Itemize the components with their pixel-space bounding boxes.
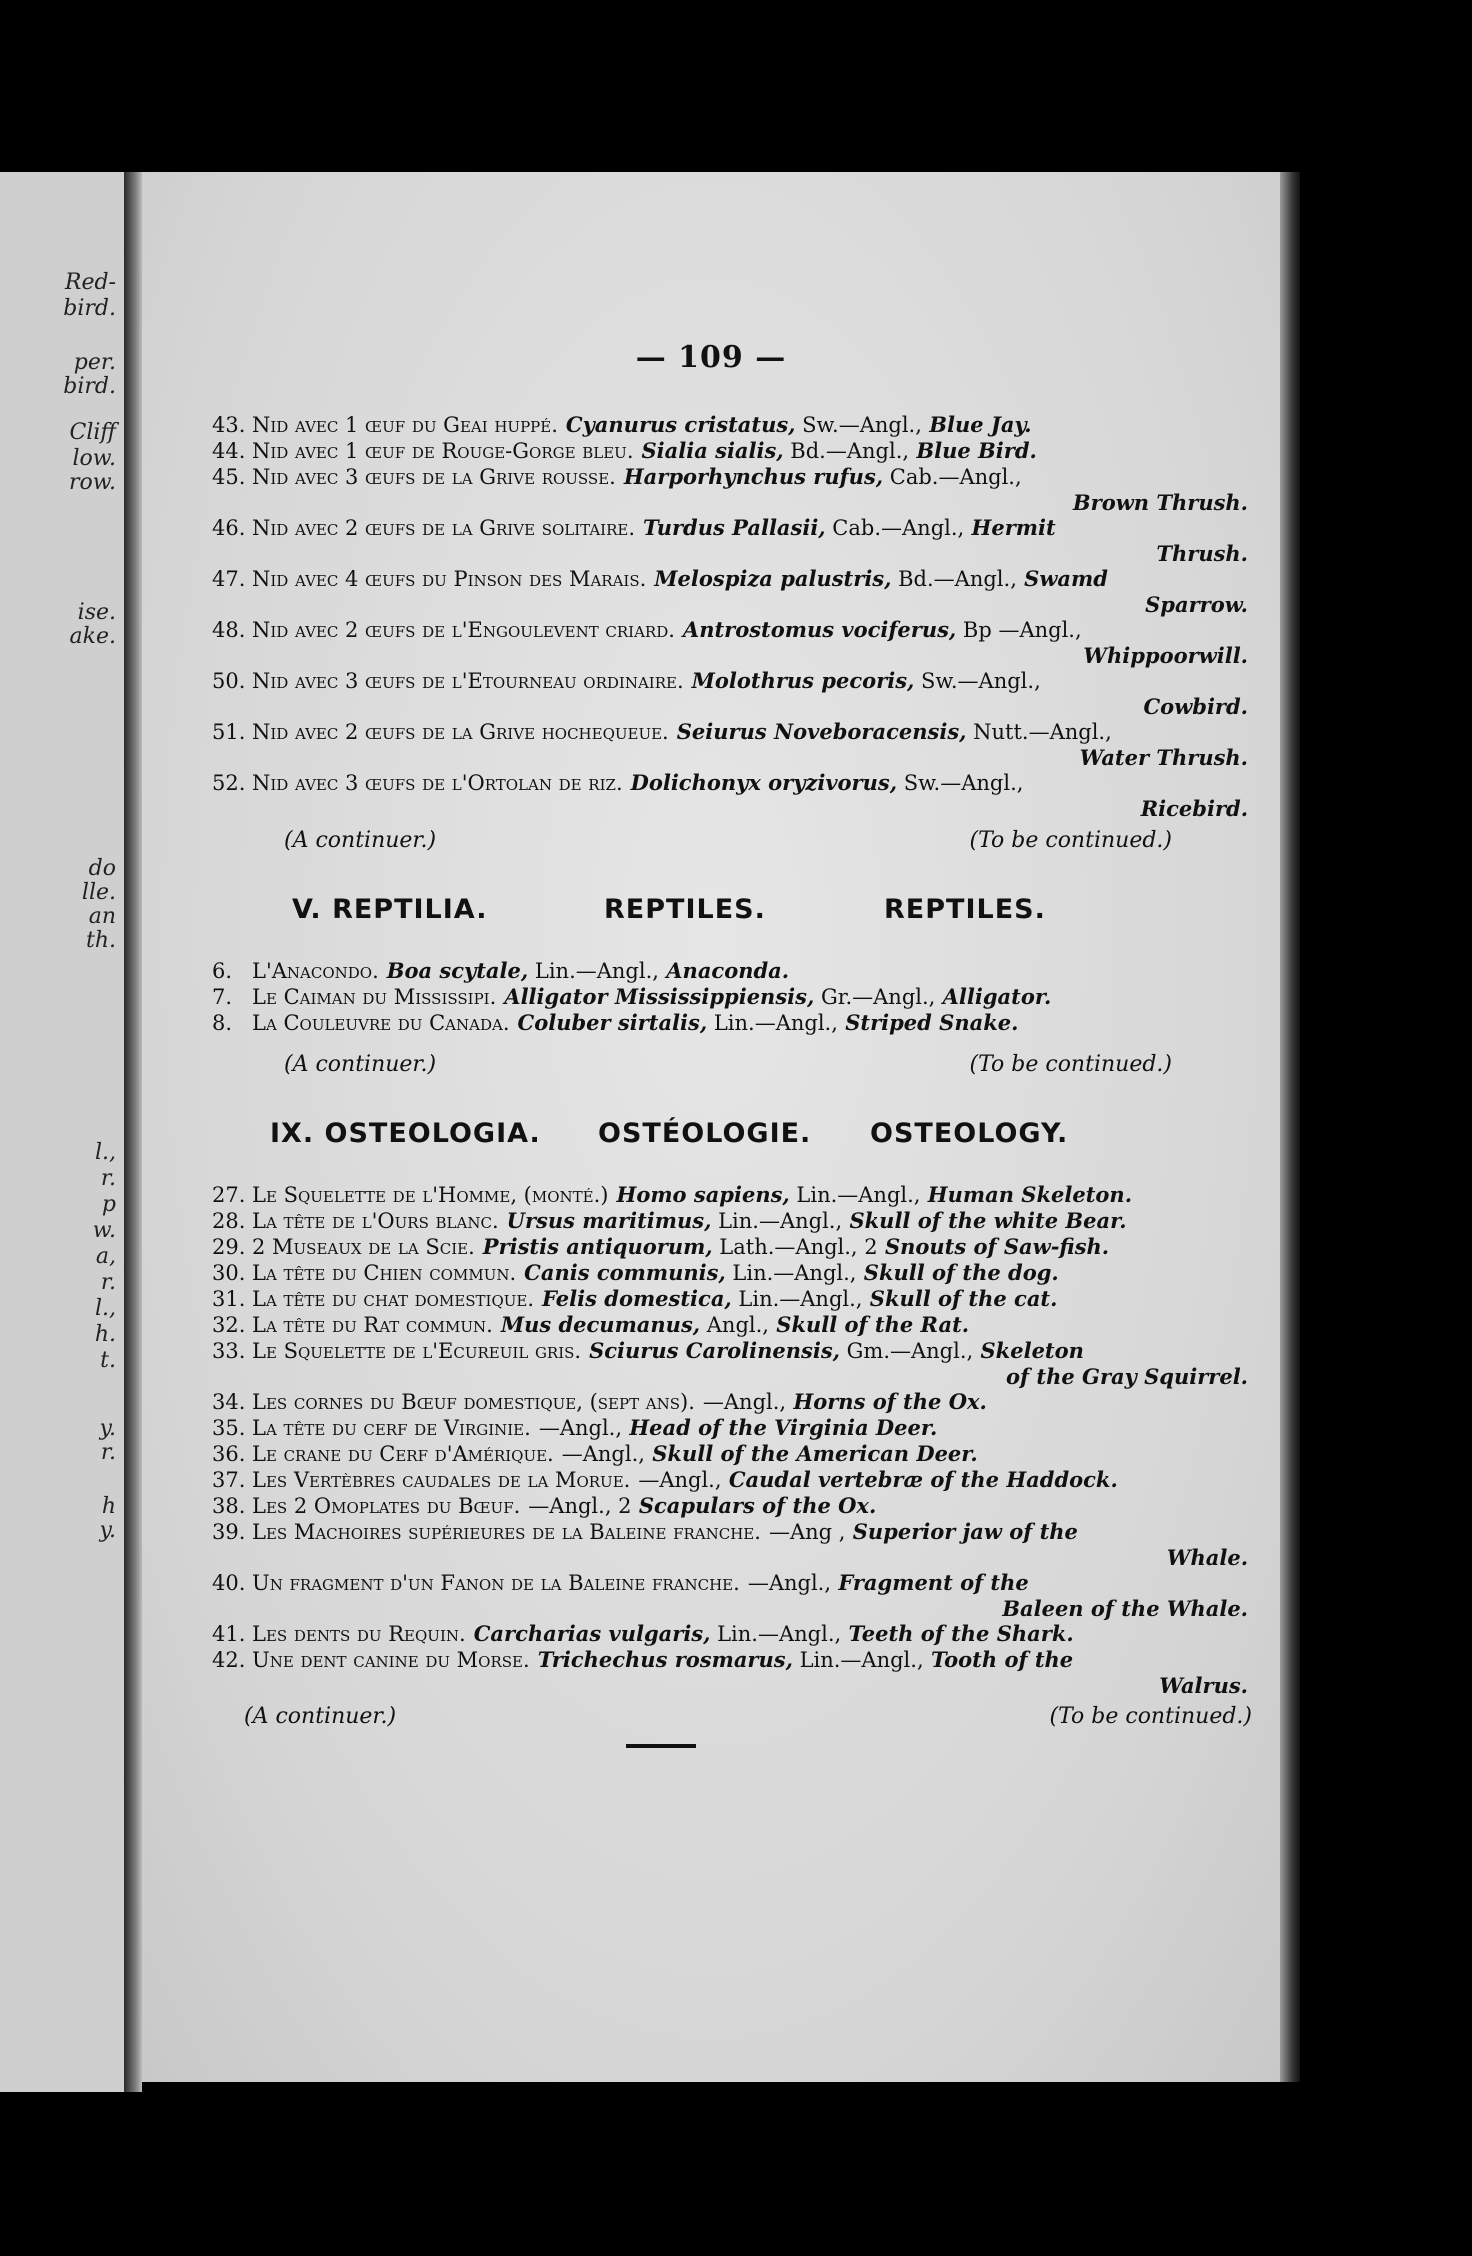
french-name: Nid avec 3 œufs de l'Ortolan de riz. — [252, 771, 623, 795]
left-page-text-fragment: r. — [100, 1440, 116, 1465]
french-name: Nid avec 3 œufs de l'Etourneau ordinaire. — [252, 669, 684, 693]
continue-en: (To be continued.) — [969, 828, 1172, 853]
authority-text: Lin.—Angl., — [792, 1648, 924, 1672]
continue-en: (To be continued.) — [1049, 1704, 1252, 1729]
entry-number: 31. — [212, 1287, 246, 1311]
scientific-name: Ursus maritimus, — [506, 1208, 712, 1233]
left-page-text-fragment: Red- — [64, 270, 116, 295]
entry-number: 48. — [212, 618, 246, 642]
english-name: Tooth of the — [923, 1647, 1074, 1672]
french-name: Le Caiman du Mississipi. — [252, 985, 497, 1009]
scientific-name: Cyanurus cristatus, — [565, 412, 796, 437]
english-name: Skull of the white Bear. — [842, 1208, 1127, 1233]
list-entry — [212, 1441, 1252, 1467]
entry-number: 34. — [212, 1390, 246, 1414]
english-name-continued: Sparrow. — [1145, 592, 1248, 617]
authority-text: Sw.—Angl., — [795, 413, 922, 437]
list-entry — [212, 1493, 1252, 1519]
entry-number: 35. — [212, 1416, 246, 1440]
french-name: Les 2 Omoplates du Bœuf. — [252, 1494, 521, 1518]
authority-text: —Ang , — [768, 1520, 846, 1544]
english-name-continued: Walrus. — [1159, 1673, 1248, 1698]
french-name: Les cornes du Bœuf domestique, (sept ans). — [252, 1390, 695, 1414]
french-name: La tête du Chien commun. — [252, 1261, 517, 1285]
continue-fr: (A continuer.) — [244, 1704, 397, 1729]
english-name: Hermit — [964, 515, 1056, 540]
entry-number: 51. — [212, 720, 246, 744]
list-entry — [212, 566, 1252, 617]
french-name: Nid avec 1 œuf du Geai huppé. — [252, 413, 558, 437]
scientific-name: Felis domestica, — [542, 1286, 732, 1311]
scientific-name: Seiurus Noveboracensis, — [676, 719, 967, 744]
list-entry — [212, 1338, 1252, 1389]
left-page-text-fragment: Cliff — [69, 420, 116, 445]
french-name: Nid avec 2 œufs de l'Engoulevent criard. — [252, 618, 675, 642]
list-entry — [212, 958, 1252, 984]
left-page-text-fragment: row. — [69, 470, 116, 495]
french-name: Une dent canine du Morse. — [252, 1648, 530, 1672]
french-name: La tête du chat domestique. — [252, 1287, 535, 1311]
entry-number: 45. — [212, 465, 246, 489]
french-name: Un fragment d'un Fanon de la Baleine franche. — [252, 1571, 740, 1595]
left-page-text-fragment: lle. — [81, 880, 116, 905]
authority-text: —Angl., — [538, 1416, 623, 1440]
entry-number: 37. — [212, 1468, 246, 1492]
english-name: Skull of the Rat. — [768, 1312, 970, 1337]
scientific-name: Homo sapiens, — [616, 1182, 790, 1207]
authority-text: —Angl., 2 — [528, 1494, 632, 1518]
french-name: La Couleuvre du Canada. — [252, 1011, 510, 1035]
list-entry — [212, 438, 1252, 464]
authority-text: Sw.—Angl., — [897, 771, 1024, 795]
entry-number: 28. — [212, 1209, 246, 1233]
list-entry — [212, 1312, 1252, 1338]
left-page-text-fragment: r. — [100, 1166, 116, 1191]
english-name-continued: of the Gray Squirrel. — [1006, 1364, 1248, 1389]
left-page-text-fragment: t. — [100, 1348, 116, 1373]
list-entry — [212, 1570, 1252, 1621]
french-name: 2 Museaux de la Scie. — [252, 1235, 475, 1259]
book-gutter — [124, 172, 142, 2092]
entry-number: 7. — [212, 985, 233, 1009]
list-entry — [212, 1208, 1252, 1234]
authority-text: Angl., — [700, 1313, 769, 1337]
authority-text: —Angl., — [561, 1442, 645, 1466]
left-page-text-fragment: h — [101, 1494, 116, 1519]
entry-number: 29. — [212, 1235, 246, 1259]
french-name: Nid avec 2 œufs de la Grive hochequeue. — [252, 720, 669, 744]
scientific-name: Sciurus Carolinensis, — [589, 1338, 840, 1363]
english-name: Teeth of the Shark. — [841, 1621, 1074, 1646]
left-page-text-fragment: low. — [72, 446, 116, 471]
entry-number: 8. — [212, 1011, 233, 1035]
list-entry — [212, 1260, 1252, 1286]
english-name: Swamd — [1016, 566, 1108, 591]
heading-english: OSTEOLOGY. — [870, 1118, 1069, 1149]
entry-number: 32. — [212, 1313, 246, 1337]
left-page-text-fragment: bird. — [63, 374, 116, 399]
english-name: Skull of the dog. — [856, 1260, 1059, 1285]
list-entry — [212, 1286, 1252, 1312]
scientific-name: Turdus Pallasii, — [643, 515, 826, 540]
heading-english: REPTILES. — [884, 894, 1046, 925]
scientific-name: Pristis antiquorum, — [482, 1234, 713, 1259]
english-name-continued: Brown Thrush. — [1072, 490, 1248, 515]
left-page-text-fragment: th. — [85, 928, 116, 953]
list-entry — [212, 1467, 1252, 1493]
scientific-name: Canis communis, — [524, 1260, 726, 1285]
left-page-text-fragment: ake. — [69, 624, 116, 649]
english-name: Anaconda. — [658, 958, 790, 983]
english-name: Skull of the cat. — [862, 1286, 1058, 1311]
authority-text: Lin.—Angl., — [731, 1287, 863, 1311]
authority-text: Bp —Angl., — [956, 618, 1082, 642]
entry-number: 41. — [212, 1622, 246, 1646]
scientific-name: Trichechus rosmarus, — [537, 1647, 793, 1672]
entry-number: 27. — [212, 1183, 246, 1207]
english-name: Head of the Virginia Deer. — [622, 1415, 938, 1440]
left-page-text-fragment: y. — [99, 1416, 116, 1441]
continue-fr: (A continuer.) — [284, 828, 437, 853]
left-page-text-fragment: bird. — [63, 296, 116, 321]
authority-text: Lin.—Angl., — [789, 1183, 921, 1207]
heading-latin: IX. OSTEOLOGIA. — [270, 1118, 541, 1149]
french-name: Les dents du Requin. — [252, 1622, 466, 1646]
english-name: Blue Jay. — [921, 412, 1032, 437]
english-name: Skeleton — [973, 1338, 1084, 1363]
previous-page-fragment — [0, 172, 124, 2092]
english-name: Fragment of the — [831, 1570, 1029, 1595]
english-name: Skull of the American Deer. — [644, 1441, 978, 1466]
reptile-list — [212, 958, 1252, 1036]
left-page-text-fragment: w. — [92, 1218, 116, 1243]
heading-latin: V. REPTILIA. — [292, 894, 488, 925]
english-name: Caudal vertebræ of the Haddock. — [721, 1467, 1118, 1492]
entry-number: 46. — [212, 516, 246, 540]
french-name: Le Squelette de l'Ecureuil gris. — [252, 1339, 582, 1363]
left-page-text-fragment: y. — [99, 1518, 116, 1543]
french-name: La tête du Rat commun. — [252, 1313, 493, 1337]
scientific-name: Boa scytale, — [386, 958, 529, 983]
scientific-name: Harporhynchus rufus, — [623, 464, 884, 489]
english-name-continued: Ricebird. — [1140, 796, 1248, 821]
authority-text: Lin.—Angl., — [711, 1209, 843, 1233]
list-entry — [212, 719, 1252, 770]
authority-text: —Angl., — [747, 1571, 832, 1595]
authority-text: Cab.—Angl., — [883, 465, 1022, 489]
list-entry — [212, 668, 1252, 719]
list-entry — [212, 1519, 1252, 1570]
english-name: Alligator. — [935, 984, 1052, 1009]
french-name: La tête de l'Ours blanc. — [252, 1209, 499, 1233]
list-entry — [212, 1647, 1252, 1698]
left-page-text-fragment: l., — [94, 1296, 116, 1321]
list-entry — [212, 1010, 1252, 1036]
entry-number: 52. — [212, 771, 246, 795]
left-page-text-fragment: h. — [94, 1322, 116, 1347]
entry-number: 30. — [212, 1261, 246, 1285]
left-page-text-fragment: a, — [95, 1244, 116, 1269]
left-page-text-fragment: p — [101, 1192, 116, 1217]
french-name: Nid avec 2 œufs de la Grive solitaire. — [252, 516, 636, 540]
authority-text: Sw.—Angl., — [914, 669, 1041, 693]
english-name: Striped Snake. — [837, 1010, 1019, 1035]
list-entry — [212, 1415, 1252, 1441]
entry-number: 6. — [212, 959, 233, 983]
left-page-text-fragment: do — [88, 856, 116, 881]
left-page-text-fragment: ise. — [77, 600, 116, 625]
authority-text: Gr.—Angl., — [814, 985, 936, 1009]
french-name: Nid avec 4 œufs du Pinson des Marais. — [252, 567, 647, 591]
scientific-name: Alligator Mississippiensis, — [504, 984, 815, 1009]
authority-text: Bd.—Angl., — [783, 439, 910, 463]
list-entry — [212, 464, 1252, 515]
entry-number: 43. — [212, 413, 246, 437]
french-name: L'Anacondo. — [252, 959, 379, 983]
scientific-name: Carcharias vulgaris, — [473, 1621, 711, 1646]
list-entry — [212, 515, 1252, 566]
french-name: La tête du cerf de Virginie. — [252, 1416, 531, 1440]
left-page-text-fragment: per. — [73, 350, 116, 375]
scientific-name: Sialia sialis, — [641, 438, 784, 463]
list-entry — [212, 1389, 1252, 1415]
french-name: Les Machoires supérieures de la Baleine franche. — [252, 1520, 761, 1544]
entry-number: 47. — [212, 567, 246, 591]
entry-number: 50. — [212, 669, 246, 693]
english-name: Blue Bird. — [909, 438, 1037, 463]
entry-number: 38. — [212, 1494, 246, 1518]
french-name: Le crane du Cerf d'Amérique. — [252, 1442, 554, 1466]
english-name-continued: Water Thrush. — [1079, 745, 1248, 770]
list-entry — [212, 412, 1252, 438]
english-name: Snouts of Saw-fish. — [877, 1234, 1110, 1259]
end-rule — [626, 1744, 696, 1748]
english-name-continued: Whippoorwill. — [1083, 643, 1248, 668]
list-entry — [212, 770, 1252, 821]
osteology-list — [212, 1182, 1252, 1698]
scientific-name: Antrostomus vociferus, — [682, 617, 957, 642]
scientific-name: Melospiza palustris, — [654, 566, 892, 591]
authority-text: Lin.—Angl., — [528, 959, 659, 983]
left-page-text-fragment: r. — [100, 1270, 116, 1295]
entry-number: 39. — [212, 1520, 246, 1544]
list-entry — [212, 1182, 1252, 1208]
english-name-continued: Cowbird. — [1143, 694, 1248, 719]
english-name: Human Skeleton. — [920, 1182, 1133, 1207]
entry-number: 33. — [212, 1339, 246, 1363]
authority-text: Cab.—Angl., — [825, 516, 965, 540]
french-name: Les Vertèbres caudales de la Morue. — [252, 1468, 631, 1492]
authority-text: Lin.—Angl., — [710, 1622, 842, 1646]
scientific-name: Molothrus pecoris, — [691, 668, 915, 693]
heading-french: REPTILES. — [604, 894, 766, 925]
english-name-continued: Baleen of the Whale. — [1002, 1596, 1248, 1621]
list-entry — [212, 1621, 1252, 1647]
authority-text: Nutt.—Angl., — [966, 720, 1112, 744]
english-name: Scapulars of the Ox. — [631, 1493, 877, 1518]
english-name-continued: Thrush. — [1156, 541, 1248, 566]
authority-text: Gm.—Angl., — [839, 1339, 974, 1363]
entry-number: 44. — [212, 439, 246, 463]
entry-number: 36. — [212, 1442, 246, 1466]
authority-text: Lin.—Angl., — [725, 1261, 857, 1285]
entry-number: 40. — [212, 1571, 246, 1595]
french-name: Nid avec 3 œufs de la Grive rousse. — [252, 465, 616, 489]
page-number: — 109 — — [635, 340, 787, 375]
page — [142, 172, 1280, 2082]
left-page-text-fragment: an — [88, 904, 116, 929]
page-edge — [1280, 172, 1300, 2082]
authority-text: Lath.—Angl., 2 — [712, 1235, 878, 1259]
french-name: Le Squelette de l'Homme, (monté.) — [252, 1183, 609, 1207]
french-name: Nid avec 1 œuf de Rouge-Gorge bleu. — [252, 439, 634, 463]
english-name: Horns of the Ox. — [786, 1389, 987, 1414]
continue-en: (To be continued.) — [969, 1052, 1172, 1077]
heading-french: OSTÉOLOGIE. — [598, 1118, 812, 1149]
scientific-name: Dolichonyx oryzivorus, — [630, 770, 898, 795]
scientific-name: Mus decumanus, — [500, 1312, 701, 1337]
list-entry — [212, 617, 1252, 668]
list-entry — [212, 984, 1252, 1010]
scientific-name: Coluber sirtalis, — [517, 1010, 708, 1035]
list-entry — [212, 1234, 1252, 1260]
bird-nest-list — [212, 412, 1252, 821]
authority-text: —Angl., — [638, 1468, 722, 1492]
english-name: Superior jaw of the — [845, 1519, 1078, 1544]
continue-fr: (A continuer.) — [284, 1052, 437, 1077]
english-name-continued: Whale. — [1166, 1545, 1248, 1570]
left-page-text-fragment: l., — [94, 1140, 116, 1165]
entry-number: 42. — [212, 1648, 246, 1672]
authority-text: Bd.—Angl., — [891, 567, 1017, 591]
authority-text: Lin.—Angl., — [707, 1011, 838, 1035]
authority-text: —Angl., — [702, 1390, 787, 1414]
